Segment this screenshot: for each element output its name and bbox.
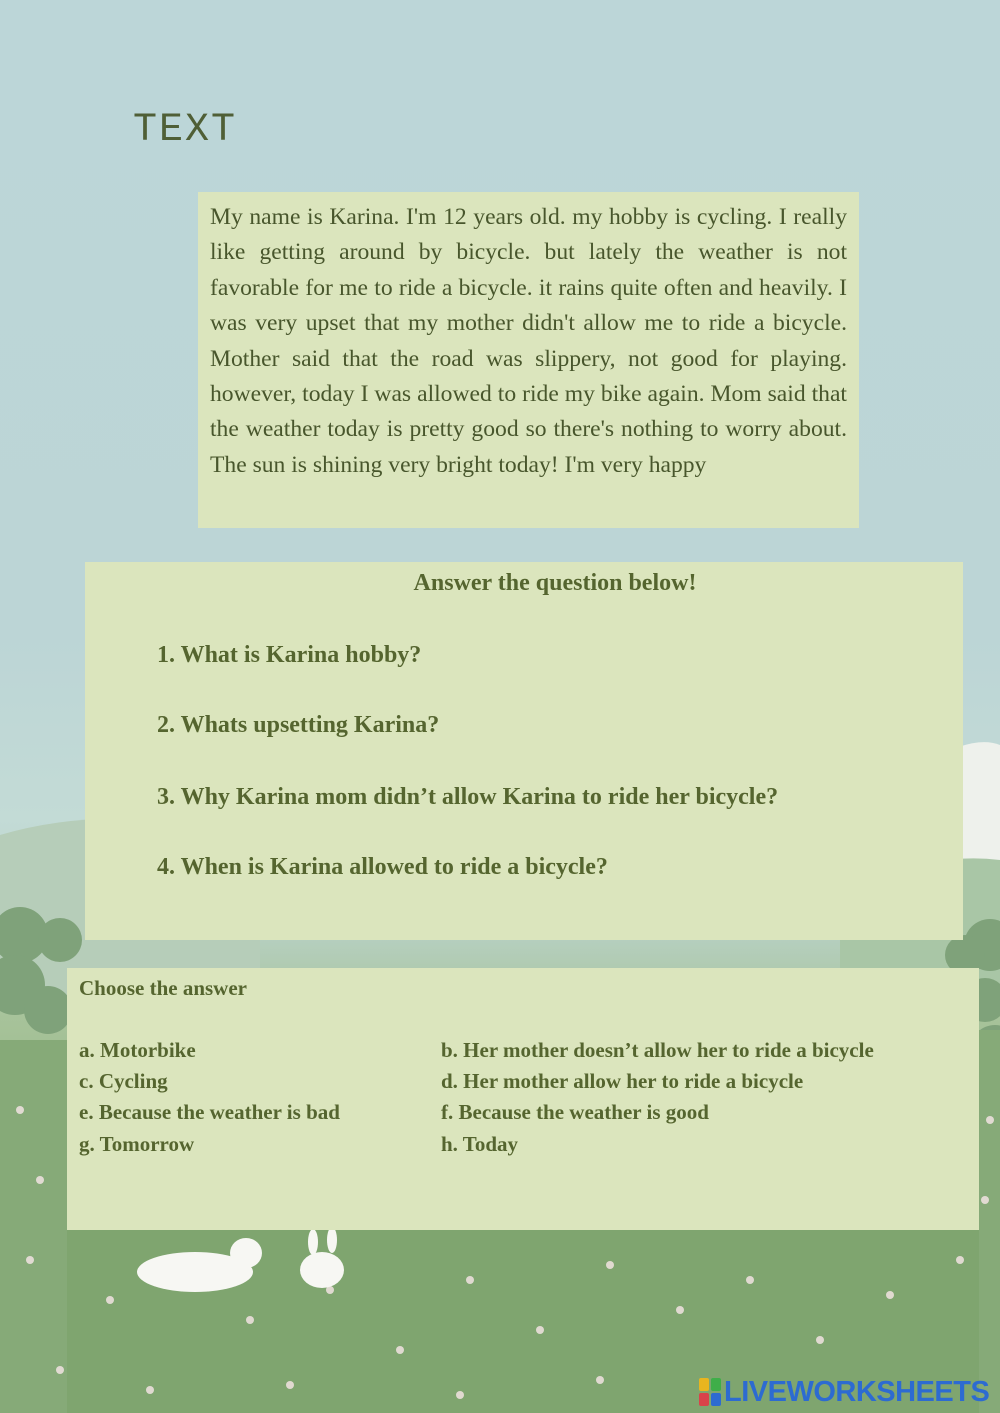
questions-heading: Answer the question below! xyxy=(413,570,697,596)
questions-panel xyxy=(85,562,963,940)
reading-passage xyxy=(198,192,859,528)
choice-f: f. Because the weather is good xyxy=(441,1100,709,1124)
question-1: 1. What is Karina hobby? xyxy=(157,642,422,668)
choices-heading: Choose the answer xyxy=(79,976,247,1000)
choice-d: d. Her mother allow her to ride a bicycle xyxy=(441,1069,804,1093)
question-4: 4. When is Karina allowed to ride a bicycle? xyxy=(157,854,608,880)
question-2: 2. Whats upsetting Karina? xyxy=(157,712,440,738)
logo-text: LIVEWORKSHEETS xyxy=(724,1375,990,1408)
choice-b: b. Her mother doesn’t allow her to ride a bicycle xyxy=(441,1038,874,1062)
choice-c: c. Cycling xyxy=(79,1069,168,1093)
choice-h: h. Today xyxy=(441,1132,519,1156)
choice-g: g. Tomorrow xyxy=(79,1132,195,1156)
question-3: 3. Why Karina mom didn’t allow Karina to ride her bicycle? xyxy=(157,784,779,810)
answer-choices-panel xyxy=(67,968,979,1230)
liveworksheets-logo[interactable] xyxy=(698,1375,989,1409)
passage-text: My name is Karina. I'm 12 years old. my hobby is cycling. I really like getting around by bicycle. but lately the weather is not favorable for me to ride a bicycle. it rains quite often and heavily. I was very upset that my mother didn't allow me to ride a bicycle. Mother said that the road was slippery, not good for playing. however, today I was allowed to ride my bike again. Mom said that the weather today is pretty good so there's nothing to worry about. The sun is shining very bright today! I'm very happy xyxy=(210,204,847,478)
choice-e: e. Because the weather is bad xyxy=(79,1100,340,1124)
page-title: TEXT xyxy=(133,108,238,153)
choice-a: a. Motorbike xyxy=(79,1038,196,1062)
logo-mark-icon xyxy=(698,1377,722,1407)
